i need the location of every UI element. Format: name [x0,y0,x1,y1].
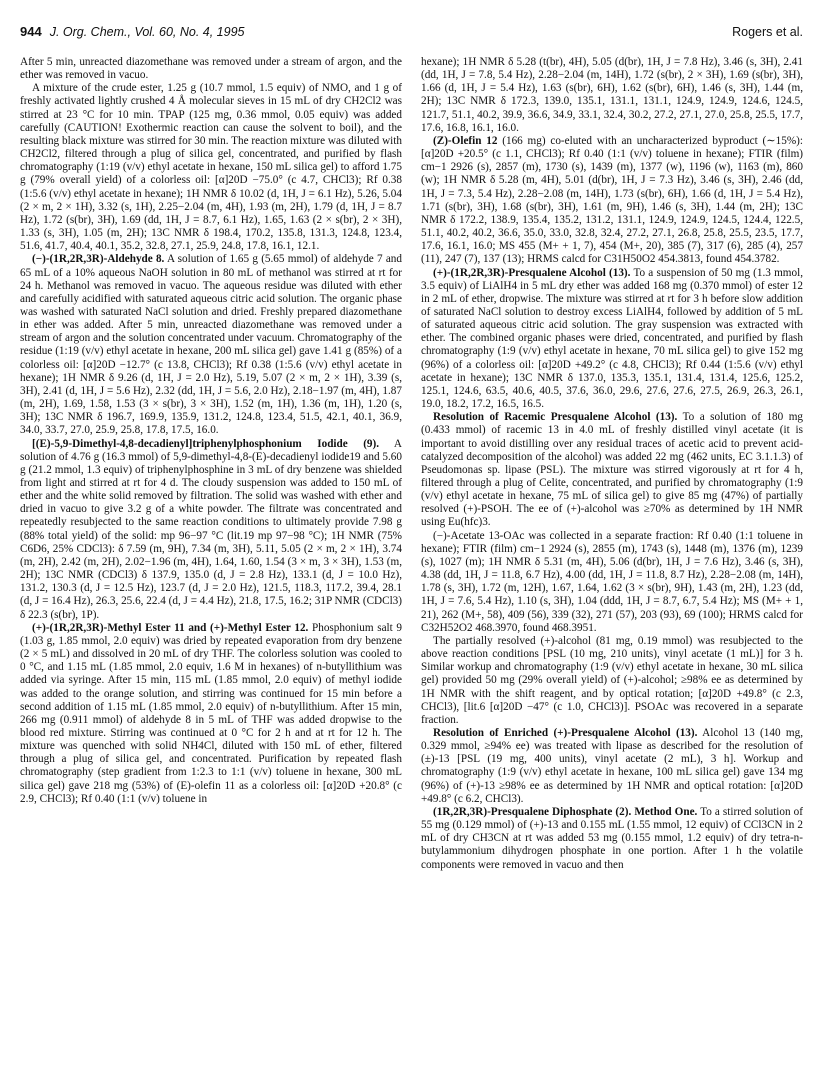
paragraph [421,411,803,529]
paragraph-text: hexane); 1H NMR δ 5.28 (t(br), 4H), 5.05 (d(br), 1H, J = 7.8 Hz), 3.46 (s, 3H), 2.41 (dd, 1H, J = 7.8, 5.4 Hz), 2.28−2.04 (m, 14H), 1.72 (s(br), 2 × 3H), 1.69 (s(br), 3H), 1.66 (d, 1H, J = 5.4 Hz), 1.63 (s(br), 6H), 1.62 (s(br), 6H), 1.46 (s, 3H), 1.44 (m, 2H); 13C NMR δ 172.3, 139.0, 135.1, 131.1, 131.1, 124.9, 124.9, 124.6, 124.5, 121.7, 51.1, 40.2, 39.9, 36.6, 34.9, 33.1, 32.4, 30.2, 27.2, 27.1, 27.0, 25.8, 25.5, 17.7, 17.6, 16.8, 16.1, 16.0. [421,56,803,134]
paragraph-heading: Resolution of Enriched (+)-Presqualene Alcohol (13). [433,726,698,739]
paragraph-heading: (1R,2R,3R)-Presqualene Diphosphate (2). Method One. [433,805,698,818]
paragraph [421,727,803,806]
paragraph-heading: [(E)-5,9-Dimethyl-4,8-decadienyl]triphenylphosphonium Iodide (9). [32,437,380,450]
paragraph-text: To a stirred solution of 55 mg (0.129 mmol) of (+)-13 and 0.155 mL (1.55 mmol, 12 equiv) of CCl3CN in 2 mL of dry CH3CN at rt was added 53 mg (0.155 mmol, 1.2 equiv) of dry tetra-n-butylammonium dihydrogen phosphate in one portion. After 1 h the volatile components were removed in vacuo and then [421,805,803,871]
paragraph [20,622,402,806]
paragraph-text: A solution of 4.76 g (16.3 mmol) of 5,9-dimethyl-4,8-(E)-decadienyl iodide19 and 5.60 g (21.2 mmol, 1.3 equiv) of triphenylphosphine in 3 mL of dry benzene was shielded from light and stirred at rt for 4 d. The cloudy suspension was added to 150 mL of ether and the white solid removed by filtration. The solid was washed with ether and dried in vacuo to give 3.2 g of a white powder. The filtrate was concentrated and repeatedly resubjected to the same reaction conditions to ultimately provide 7.98 g (88% total yield) of the solid: mp 96−97 °C (lit.19 mp 97−98 °C); 1H NMR (75% C6D6, 25% CDCl3): δ 7.59 (m, 9H), 7.34 (m, 3H), 5.11, 5.05 (2 × m, 2 × 1H), 3.74 (m, 2H), 2.42 (m, 2H), 2.02−1.96 (m, 4H), 1.64, 1.60, 1.54 (3 × m, 3 × 3H), 1.53 (m, 2H); 13C NMR (CDCl3) δ 137.9, 135.0 (d, J = 2.8 Hz), 133.1 (d, J = 10.0 Hz), 131.2, 130.3 (d, J = 12.5 Hz), 123.7 (d, J = 2.0 Hz), 121.5, 118.3, 117.2, 39.4, 28.1 (d, J = 16.4 Hz), 26.3, 25.6, 22.4 (d, J = 4.4 Hz), 21.8, 17.5, 16.2; 31P NMR (CDCl3) δ 22.3 (s(br), 1P). [20,437,402,621]
running-header [20,24,803,42]
paragraph [421,56,803,135]
paragraph [20,82,402,253]
paragraph-text: Alcohol 13 (140 mg, 0.329 mmol, ≥94% ee) was treated with lipase as described for the resolution of (±)-13 [PSL (19 mg, 400 units), vinyl acetate (2 mL), 3 h]. Workup and chromatography (1:9 (v/v) ethyl acetate in hexane, 100 mL silica gel) gave 134 mg (96%) of (+)-13 ≥98% ee as determined by 1H NMR and optical rotation: [α]20D +49.8° (c 6.2, CHCl3). [421,726,803,805]
body-columns [20,56,803,1056]
paragraph [421,135,803,267]
paragraph [20,253,402,437]
paragraph-text: (166 mg) co-eluted with an uncharacterized byproduct (∼15%): [α]20D +20.5° (c 1.1, CHCl3); Rf 0.40 (1:1 (v/v) toluene in hexane); FTIR (film) cm−1 2926 (s), 2857 (m), 1730 (s), 1439 (m), 1377 (w), 1196 (w), 1163 (m), 860 (w); 1H NMR δ 5.28 (m, 4H), 5.01 (d(br), 1H, J = 7.3 Hz), 3.46 (s, 3H), 2.46 (dd, 1H, J = 7.3, 5.4 Hz), 2.28−2.08 (m, 14H), 1.73 (s(br), 6H), 1.66 (d, 1H, J = 5.4 Hz), 1.71 (s(br), 3H), 1.68 (s(br), 3H), 1.61 (m, 9H), 1.46 (s, 3H), 1.44 (m, 2H); 13C NMR δ 172.2, 138.9, 135.4, 135.2, 131.2, 131.1, 124.9, 124.9, 124.5, 124.4, 122.5, 51.1, 40.2, 40.2, 36.6, 35.0, 33.0, 32.8, 32.4, 27.2, 27.1, 26.8, 25.8, 25.5, 23.5, 17.7, 17.6, 16.1, 16.0; MS 455 (M+ + 1, 7), 454 (M+, 20), 385 (7), 317 (6), 285 (4), 257 (11), 247 (7), 137 (13); HRMS calcd for C31H50O2 454.3813, found 454.3782. [421,134,803,266]
paragraph [421,635,803,727]
paragraph [421,806,803,872]
paragraph-heading: (+)-(1R,2R,3R)-Presqualene Alcohol (13). [433,266,631,279]
paragraph [421,267,803,412]
paragraph-text: A mixture of the crude ester, 1.25 g (10.7 mmol, 1.5 equiv) of NMO, and 1 g of freshly activated lightly crushed 4 Å molecular sieves in 15 mL of dry CH2Cl2 was stirred at 23 °C for 10 min. TPAP (125 mg, 0.36 mmol, 0.05 equiv) was added carefully (CAUTION! Exothermic reaction can cause the solvent to boil), and the resulting black mixture was stirred for 30 min. The reaction mixture was diluted with CH2Cl2, filtered through a plug of silica gel, concentrated, and purified by flash chromatography (1:19 (v/v) ethyl acetate in hexane, 150 mL silica gel) to afford 1.75 g (79% overall yield) of a colorless oil: [α]20D −75.0° (c 4.7, CHCl3); Rf 0.38 (1:5.6 (v/v) ethyl acetate in hexane); 1H NMR δ 10.02 (d, 1H, J = 6.1 Hz), 5.26, 5.04 (2 × m, 2 × 1H), 3.32 (s, 1H), 2.25−2.04 (m, 4H), 1.93 (m, 2H), 1.79 (d, 1H, J = 8.7 Hz), 1.72 (s(br), 3H), 1.69 (dd, 1H, J = 8.7, 6.1 Hz), 1.65, 1.63 (2 × s(br), 2 × 3H), 1.33 (s, 3H), 1.05 (m, 2H); 13C NMR δ 198.4, 170.2, 135.8, 131.3, 124.8, 123.4, 51.6, 41.7, 40.4, 40.1, 35.2, 32.8, 27.1, 25.9, 24.8, 17.8, 16.1, 12.1. [20,82,402,253]
right-column [421,56,803,1056]
paragraph-text: Phosphonium salt 9 (1.03 g, 1.85 mmol, 2.0 equiv) was dried by repeated evaporation from dry benzene (2 × 5 mL) and dissolved in 20 mL of dry THF. The colorless solution was cooled to 0 °C, and 1.15 mL (1.85 mmol, 2.0 equiv, 1.6 M in hexanes) of n-butyllithium was added via syringe. After 15 min, 115 mL (1.85 mmol, 2.0 equiv) of methyl iodide was added to the orange solution, and stirring was continued for 15 min before a second addition of 1.15 mL (1.85 mmol, 2.0 equiv) of n-butyllithium. After 15 min, 266 mg (0.911 mmol) of aldehyde 8 in 5 mL of THF was added dropwise to the blood red mixture. Stirring was continued at 0 °C for 2 h and at rt for 12 h. The mixture was quenched with solid NH4Cl, diluted with 150 mL of ether, filtered through a plug of silica gel, and concentrated. Purification by repeated flash chromatography (step gradient from 1:2.3 to 1:1 (v/v) toluene in hexane, 300 mL silica gel) gave 218 mg (53%) of (E)-olefin 11 as a colorless oil: [α]20D +20.8° (c 2.9, CHCl3); Rf 0.40 (1:1 (v/v) toluene in [20,621,402,805]
paragraph-text: After 5 min, unreacted diazomethane was removed under a stream of argon, and the ether was removed in vacuo. [20,56,402,82]
header-author: Rogers et al. [732,25,803,39]
paragraph [20,438,402,622]
paragraph-text: A solution of 1.65 g (5.65 mmol) of aldehyde 7 and 65 mL of a 10% aqueous NaOH solution in 80 mL of methanol was stirred at rt for 24 h. Methanol was removed in vacuo. The aqueous residue was diluted with ether and carefully acidified with saturated aqueous citric acid solution. The organic phase was washed with saturated NaCl solution and dried. Freshly prepared diazomethane in ether was added. After 5 min, unreacted diazomethane was removed under a stream of argon and the solution concentrated under vacuum. Chromatography of the residue (1:19 (v/v) ethyl acetate in hexane, 200 mL silica gel) gave 1.41 g (85%) of a colorless oil: [α]20D −12.7° (c 13.8, CHCl3); Rf 0.38 (1:5.6 (v/v) ethyl acetate in hexane); 1H NMR δ 9.26 (d, 1H, J = 2.0 Hz), 5.19, 5.07 (2 × m, 2 × 1H), 3.39 (s, 3H), 2.41 (d, 1H, J = 5.6 Hz), 2.32 (dd, 1H, J = 5.6, 2.0 Hz), 2.18−1.97 (m, 4H), 1.87 (m, 2H), 1.69, 1.58, 1.53 (3 × s(br), 3 × 3H), 1.52 (m, 1H), 1.36 (m, 1H), 1.20 (s, 3H); 13C NMR δ 196.7, 169.9, 135.9, 131.2, 124.8, 123.4, 51.5, 42.1, 40.1, 36.9, 34.0, 33.7, 27.0, 25.9, 25.8, 17.8, 17.5, 16.0. [20,253,402,437]
paragraph-heading: (−)-(1R,2R,3R)-Aldehyde 8. [32,253,165,266]
paragraph [421,530,803,635]
paragraph-text: The partially resolved (+)-alcohol (81 mg, 0.19 mmol) was resubjected to the above reaction conditions [PSL (10 mg, 210 units), vinyl acetate (1 mL)] for 3 h. Similar workup and chromatography (1:9 (v/v) ethyl acetate in hexane, 30 mL silica gel) provided 50 mg (29% overall yield) of (+)-alcohol; ≥98% ee as determined by 1H NMR with the shift reagent, and by optical rotation; [α]20D +49.8° (c 2.3, CHCl3), [lit.6 [α]20D −47° (c 1.0, CHCl3)]. PSOAc was recovered in a separate fraction. [421,634,803,726]
page-number: 944 [20,24,42,39]
left-column [20,56,402,1056]
paragraph-text: To a solution of 180 mg (0.433 mmol) of racemic 13 in 4.0 mL of freshly distilled vinyl acetate (it is important to avoid distilling over any residual traces of acetic acid to prevent acid-catalyzed decomposition of the alcohol) was added 22 mg (462 units, EC 3.1.1.3) of Pseudomonas sp. lipase (PSL). The mixture was stirred vigorously at rt for 4 h, filtered through a plug of Celite, concentrated, and purified by chromatography (1:9 (v/v) ethyl acetate in hexane, 75 mL of silica gel) to give 85 mg (47%) of partially resolved (+)-PSOH. The ee of (+)-alcohol was ≥70% as determined by 1H NMR using Eu(hfc)3. [421,411,803,529]
header-left [20,24,244,39]
journal-citation: J. Org. Chem., Vol. 60, No. 4, 1995 [49,25,245,39]
paragraph [20,56,402,82]
paragraph-text: (−)-Acetate 13-OAc was collected in a separate fraction: Rf 0.40 (1:1 toluene in hexane); FTIR (film) cm−1 2924 (s), 2855 (m), 1743 (s), 1448 (m), 1376 (m), 1239 (s), 1027 (m); 1H NMR δ 5.31 (m, 4H), 5.06 (d(br), 1H, J = 7.6 Hz), 3.46 (s, 3H), 4.38 (dd, 1H, J = 11.8, 6.7 Hz), 4.00 (dd, 1H, J = 11.8, 8.7 Hz), 2.28−2.08 (m, 14H), 1.78 (s, 3H), 1.72 (m, 12H), 1.67, 1.64, 1.62 (3 × s(br), 9H), 1.43 (m, 2H), 1.23 (dd, 1H, J = 7.6, 5.4 Hz), 1.10 (s, 3H), 1.04 (ddd, 1H, J = 8.7, 6.7, 5.4 Hz); MS (M+ + 1, 21), 262 (M+, 58), 409 (56), 339 (32), 271 (57), 203 (93), 69 (100); HRMS calcd for C32H52O2 468.3970, found 468.3951. [421,529,803,634]
paragraph-text: To a suspension of 50 mg (1.3 mmol, 3.5 equiv) of LiAlH4 in 5 mL dry ether was added 168 mg (0.370 mmol) of ester 12 in 2 mL of ether, dropwise. The mixture was stirred at rt for 3 h before slow addition of saturated NaCl solution to destroy excess LiAlH4, followed by addition of 5 mL of saturated aqueous citric acid solution. The gray suspension was extracted with ether. The combined organic phases were dried, concentrated, and purified by flash chromatography (1:9 (v/v) ethyl acetate in hexane, 70 mL silica gel) to give 152 mg (96%) of a colorless oil: [α]20D +49.2° (c 4.8, CHCl3); Rf 0.44 (1:5.6 (v/v) ethyl acetate in hexane); 13C NMR δ 137.0, 135.3, 135.1, 131.4, 131.4, 125.6, 125.2, 125.1, 124.6, 63.5, 40.6, 40.5, 37.6, 36.0, 29.6, 27.6, 27.6, 27.5, 26.9, 26.3, 26.1, 19.0, 18.2, 17.2, 16.5, 16.5. [421,266,803,411]
paragraph-heading: Resolution of Racemic Presqualene Alcohol (13). [433,411,678,424]
paragraph-heading: (+)-(1R,2R,3R)-Methyl Ester 11 and (+)-Methyl Ester 12. [32,621,309,634]
paragraph-heading: (Z)-Olefin 12 [433,134,498,147]
